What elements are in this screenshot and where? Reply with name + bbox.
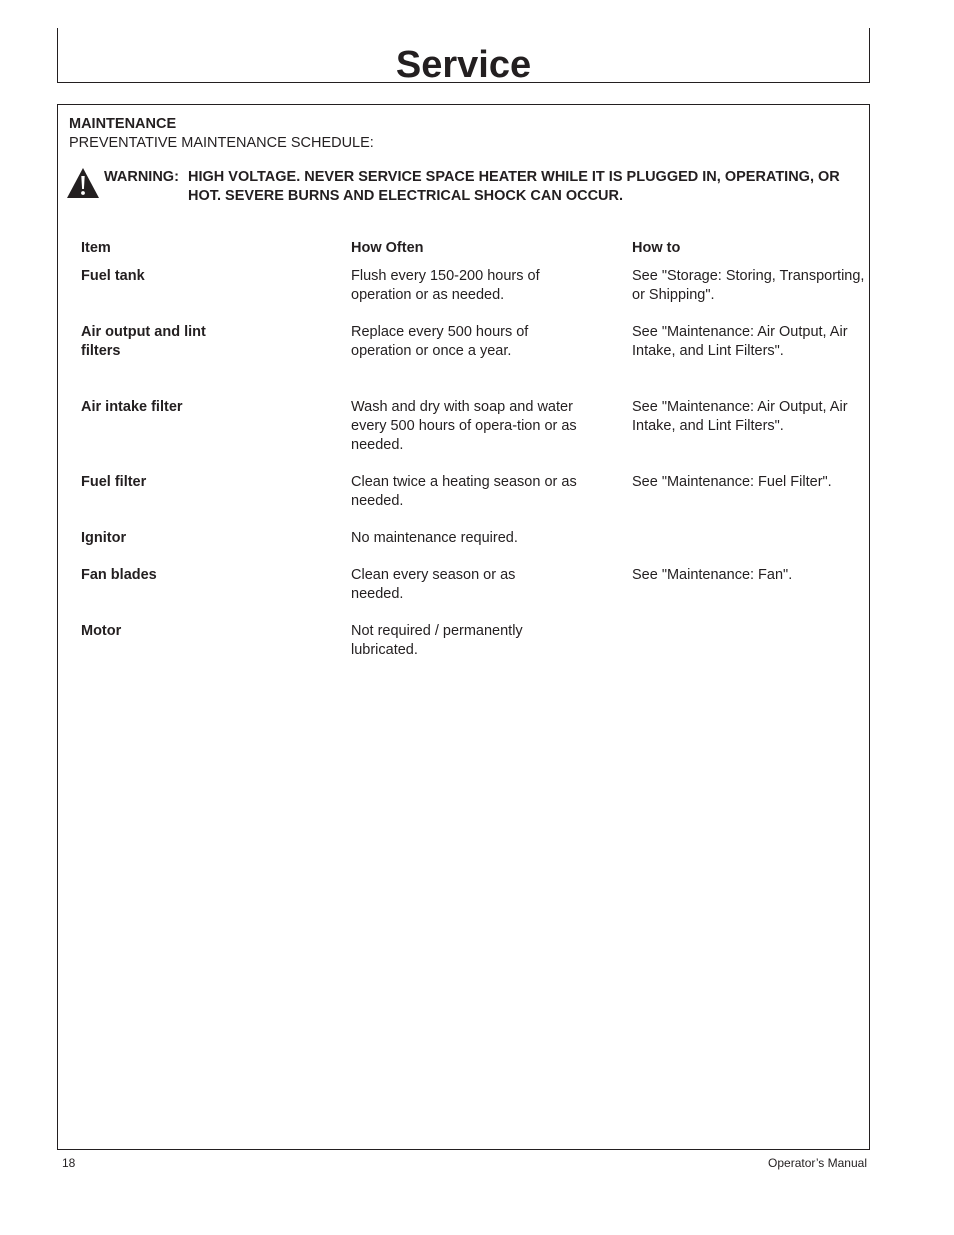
- row-item-fan-blades: Fan blades: [81, 567, 157, 583]
- section-heading: MAINTENANCE: [69, 116, 177, 132]
- footer-manual-name: Operator’s Manual: [768, 1156, 867, 1170]
- column-header-how-often: How Often: [351, 240, 424, 256]
- row-how-to-air-intake: See "Maintenance: Air Output, Air Intake, and Lint Filters".: [632, 399, 848, 434]
- row-how-to-fuel-filter: See "Maintenance: Fuel Filter".: [632, 474, 832, 490]
- row-item-air-output-lint: Air output and lint filters: [81, 324, 206, 359]
- column-header-item: Item: [81, 240, 111, 256]
- row-how-often-air-intake: Wash and dry with soap and water every 500 hours of opera-tion or as needed.: [351, 399, 577, 453]
- row-how-often-air-output-lint: Replace every 500 hours of operation or once a year.: [351, 324, 529, 359]
- content-box: [57, 104, 870, 1150]
- page-title: Service: [395, 44, 532, 86]
- row-how-often-motor: Not required / permanently lubricated.: [351, 623, 523, 658]
- row-item-motor: Motor: [81, 623, 122, 639]
- section-subheading: PREVENTATIVE MAINTENANCE SCHEDULE:: [69, 135, 374, 151]
- row-how-to-fan-blades: See "Maintenance: Fan".: [632, 567, 793, 583]
- row-item-fuel-filter: Fuel filter: [81, 474, 147, 490]
- row-item-air-intake: Air intake filter: [81, 399, 183, 415]
- row-how-often-ignitor: No maintenance required.: [351, 530, 518, 546]
- row-how-to-fuel-tank: See "Storage: Storing, Transporting, or Shipping".: [632, 268, 865, 303]
- warning-triangle-icon: [66, 167, 100, 199]
- row-how-to-air-output-lint: See "Maintenance: Air Output, Air Intake, and Lint Filters".: [632, 324, 848, 359]
- column-header-how-to: How to: [632, 240, 681, 256]
- row-item-ignitor: Ignitor: [81, 530, 127, 546]
- title-box: [57, 28, 870, 86]
- footer-page-number: 18: [62, 1156, 76, 1170]
- row-how-often-fuel-tank: Flush every 150-200 hours of operation or as needed.: [351, 268, 540, 303]
- row-how-often-fan-blades: Clean every season or as needed.: [351, 567, 516, 602]
- warning-text: HIGH VOLTAGE. NEVER SERVICE SPACE HEATER WHILE IT IS PLUGGED IN, OPERATING, OR HOT. SEVERE BURNS AND ELECTRICAL SHOCK CAN OCCUR.: [188, 169, 840, 204]
- row-how-often-fuel-filter: Clean twice a heating season or as needed.: [351, 474, 577, 509]
- warning-prefix: WARNING:: [104, 169, 179, 185]
- row-item-fuel-tank: Fuel tank: [81, 268, 145, 284]
